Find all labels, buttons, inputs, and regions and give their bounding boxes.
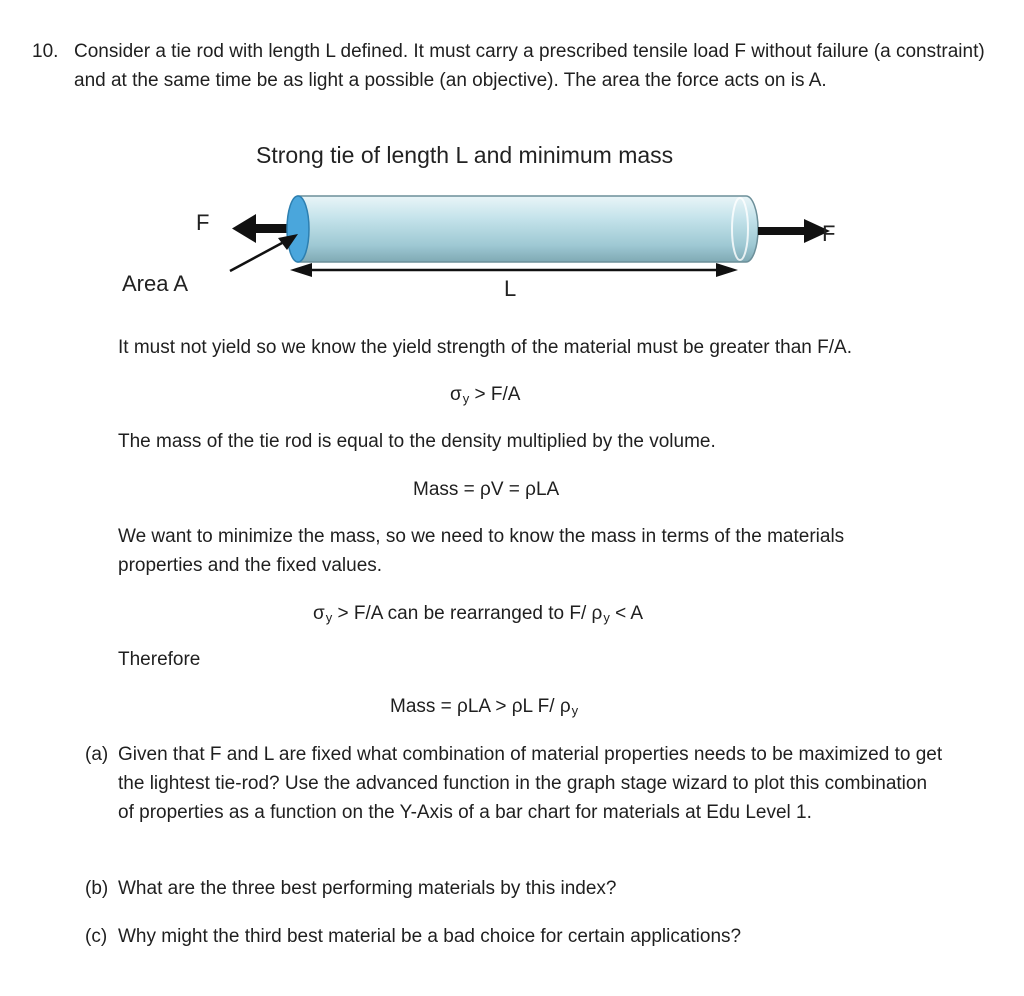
part-c-text: Why might the third best material be a bad choice for certain applications?: [118, 926, 742, 947]
part-b: [85, 874, 945, 903]
eq4-sub: y: [571, 703, 579, 718]
equation-mass-bound: [390, 692, 578, 722]
length-dimension-arrow: [290, 263, 738, 277]
equation-yield: [450, 380, 520, 410]
question-number: 10.: [32, 41, 59, 62]
eq4-text: Mass = ρLA > ρL F/ ρ: [390, 696, 571, 717]
figure-title: Strong tie of length L and minimum mass: [256, 142, 674, 168]
question-header: [32, 37, 992, 95]
length-label: L: [504, 276, 517, 301]
eq1-rest: > F/A: [469, 384, 521, 405]
therefore-text: Therefore: [118, 649, 201, 670]
right-force-arrow: [758, 219, 830, 243]
part-b-text: What are the three best performing materials by this index?: [118, 878, 617, 899]
mass-paragraph: The mass of the tie rod is equal to the density multiplied by the volume.: [118, 431, 716, 452]
rod-end-cap: [287, 196, 309, 262]
eq3-sigma: σ: [313, 603, 325, 624]
eq1-sub: y: [462, 391, 470, 406]
eq1-sigma: σ: [450, 384, 462, 405]
eq3-sub2: y: [603, 610, 610, 625]
question-text: Consider a tie rod with length L defined. It must carry a prescribed tensile load F without failure (a constraint) and at the same time be as light a possible (an objective). The area the force acts on is A.: [74, 41, 985, 91]
yield-paragraph: It must not yield so we know the yield strength of the material must be greater than F/A.: [118, 337, 852, 358]
rod-body: [287, 196, 758, 262]
eq3-end: < A: [609, 603, 644, 624]
equation-mass: Mass = ρV = ρLA: [413, 479, 560, 500]
area-label: Area A: [122, 271, 189, 296]
part-a-label: (a): [85, 744, 109, 765]
part-c: [85, 922, 945, 951]
part-a-text: Given that F and L are fixed what combination of material properties needs to be maximized to get the lightest tie-rod? Use the advanced function in the graph stage wizard to plot this combination of properties as a function on the Y-Axis of a bar chart for materials at Edu Level 1.: [118, 744, 943, 823]
part-b-label: (b): [85, 878, 109, 899]
area-pointer-arrow: [230, 234, 298, 271]
tie-rod-diagram: [110, 130, 870, 310]
tie-rod-figure: [110, 130, 870, 310]
minimize-paragraph: We want to minimize the mass, so we need to know the mass in terms of the materials properties and the fixed values.: [118, 526, 845, 576]
force-left-label: F: [196, 210, 210, 235]
eq3-sub1: y: [325, 610, 333, 625]
part-a: [85, 740, 945, 827]
eq3-mid: > F/A can be rearranged to F/ ρ: [332, 603, 603, 624]
equation-rearranged: [313, 599, 643, 629]
part-c-label: (c): [85, 926, 108, 947]
force-right-label: F: [822, 221, 836, 246]
